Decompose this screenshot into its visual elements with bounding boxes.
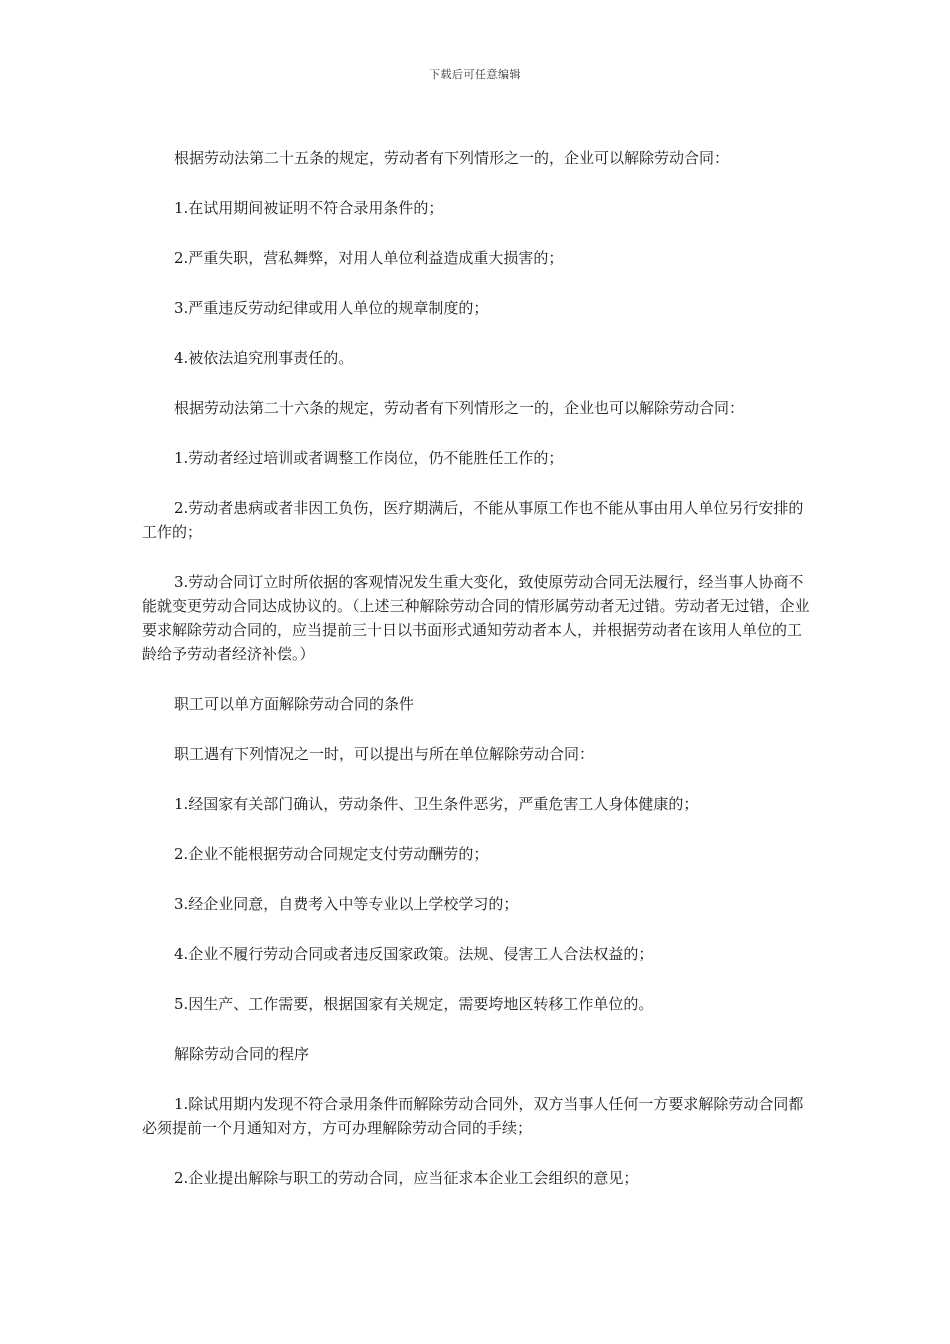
- paragraph-article-26-intro: 根据劳动法第二十六条的规定，劳动者有下列情形之一的，企业也可以解除劳动合同：: [174, 399, 745, 417]
- paragraph-employee-conditions-intro: 职工遇有下列情况之一时，可以提出与所在单位解除劳动合同：: [174, 745, 595, 763]
- list-item: 4.被依法追究刑事责任的。: [174, 349, 354, 367]
- list-item: 3.劳动合同订立时所依据的客观情况发生重大变化，致使原劳动合同无法履行，经当事人协商不能就变更劳动合同达成协议的。（上述三种解除劳动合同的情形属劳动者无过错。劳动者无过错，企业要求解除劳动合同的，应当提前三十日以书面形式通知劳动者本人，并根据劳动者在该用人单位的工龄给予劳动者经济补偿。）: [142, 573, 810, 663]
- list-item: 1.除试用期内发现不符合录用条件而解除劳动合同外，双方当事人任何一方要求解除劳动合同都必须提前一个月通知对方，方可办理解除劳动合同的手续；: [142, 1095, 804, 1137]
- list-item: 2.严重失职，营私舞弊，对用人单位利益造成重大损害的；: [174, 249, 564, 267]
- section-heading-termination-procedure: 解除劳动合同的程序: [174, 1045, 310, 1063]
- list-item: 1.在试用期间被证明不符合录用条件的；: [174, 199, 444, 217]
- section-heading-employee-termination: 职工可以单方面解除劳动合同的条件: [174, 695, 415, 713]
- list-item: 2.企业提出解除与职工的劳动合同，应当征求本企业工会组织的意见；: [174, 1169, 639, 1187]
- paragraph-article-25-intro: 根据劳动法第二十五条的规定，劳动者有下列情形之一的，企业可以解除劳动合同：: [174, 149, 730, 167]
- list-item: 1.经国家有关部门确认，劳动条件、卫生条件恶劣，严重危害工人身体健康的；: [174, 795, 699, 813]
- list-item: 5.因生产、工作需要，根据国家有关规定，需要垮地区转移工作单位的。: [174, 995, 654, 1013]
- list-item: 4.企业不履行劳动合同或者违反国家政策。法规、侵害工人合法权益的；: [174, 945, 654, 963]
- list-item: 3.严重违反劳动纪律或用人单位的规章制度的；: [174, 299, 489, 317]
- list-item: 1.劳动者经过培训或者调整工作岗位，仍不能胜任工作的；: [174, 449, 564, 467]
- list-item: 2.劳动者患病或者非因工负伤，医疗期满后，不能从事原工作也不能从事由用人单位另行安排的工作的；: [142, 499, 804, 541]
- page-header: 下载后可任意编辑: [429, 68, 521, 81]
- list-item: 2.企业不能根据劳动合同规定支付劳动酬劳的；: [174, 845, 489, 863]
- document-body: [142, 146, 810, 1216]
- list-item: 3.经企业同意，自费考入中等专业以上学校学习的；: [174, 895, 519, 913]
